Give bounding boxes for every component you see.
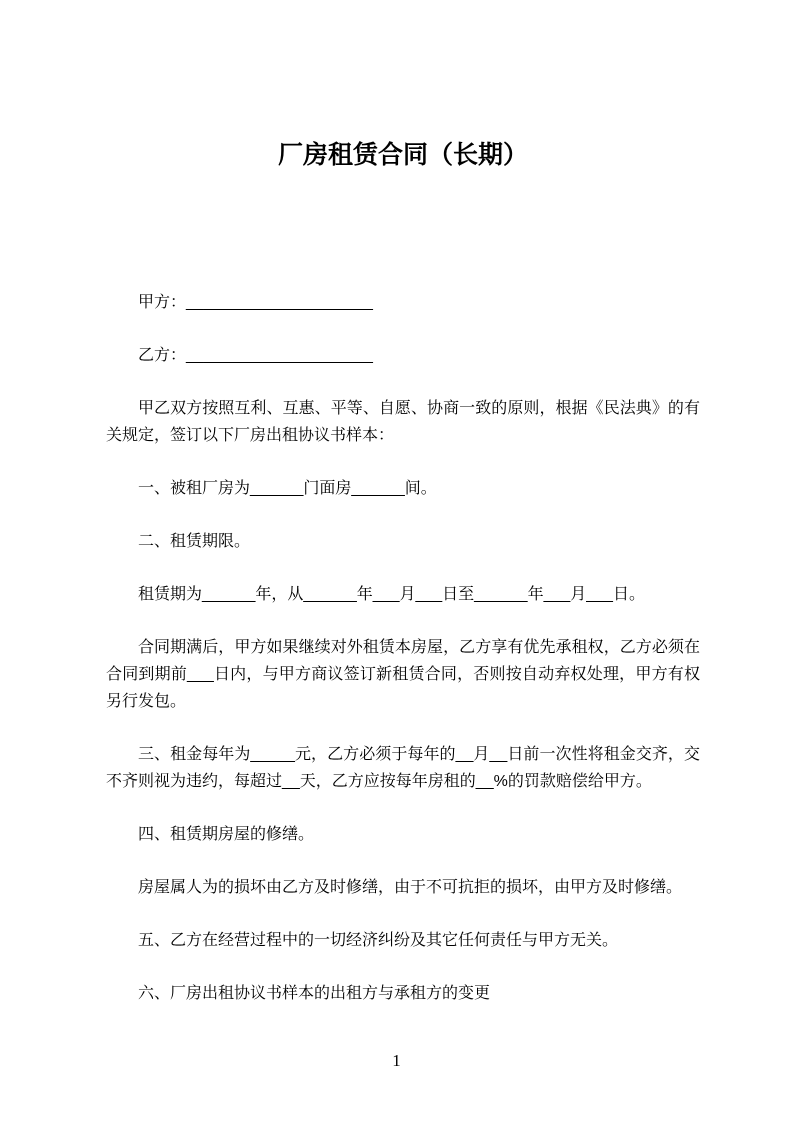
repair-paragraph: 房屋属人为的损坏由乙方及时修缮，由于不可抗拒的损坏，由甲方及时修缮。 (138, 879, 683, 896)
document-title: 厂房租赁合同（长期） (277, 141, 528, 169)
clause-four-paragraph: 四、租赁期房屋的修缮。 (138, 826, 315, 843)
lease-term-paragraph: 租赁期为______年，从______年___月___日至______年___月___日。 (138, 586, 645, 603)
party-b-label: 乙方： (138, 347, 187, 364)
document-content (106, 0, 700, 1033)
clause-five-paragraph: 五、乙方在经营过程中的一切经济纠纷及其它任何责任与甲方无关。 (138, 932, 619, 949)
party-b-line (106, 342, 700, 369)
page-number: 1 (392, 1051, 401, 1070)
clause-one-paragraph: 一、被租厂房为______门面房______间。 (138, 480, 437, 497)
party-a-blank: _____________________ (186, 294, 373, 311)
clause-three-paragraph: 三、租金每年为_____元，乙方必须于每年的__月__日前一次性将租金交齐，交不齐则视为违约，每超过__天，乙方应按每年房租的__%的罚款赔偿给甲方。 (106, 746, 700, 790)
renewal-paragraph: 合同期满后，甲方如果继续对外租赁本房屋，乙方享有优先承租权，乙方必须在合同到期前___日内，与甲方商议签订新租赁合同，否则按自动弃权处理，甲方有权另行发包。 (106, 639, 700, 710)
party-a-label: 甲方： (138, 294, 187, 311)
clause-two-paragraph: 二、租赁期限。 (138, 533, 251, 550)
party-b-blank: _____________________ (186, 347, 373, 364)
intro-paragraph: 甲乙双方按照互利、互惠、平等、自愿、协商一致的原则，根据《民法典》的有关规定，签订以下厂房出租协议书样本： (106, 400, 700, 444)
clause-six-paragraph: 六、厂房出租协议书样本的出租方与承租方的变更 (138, 985, 491, 1002)
party-a-line (106, 289, 700, 316)
